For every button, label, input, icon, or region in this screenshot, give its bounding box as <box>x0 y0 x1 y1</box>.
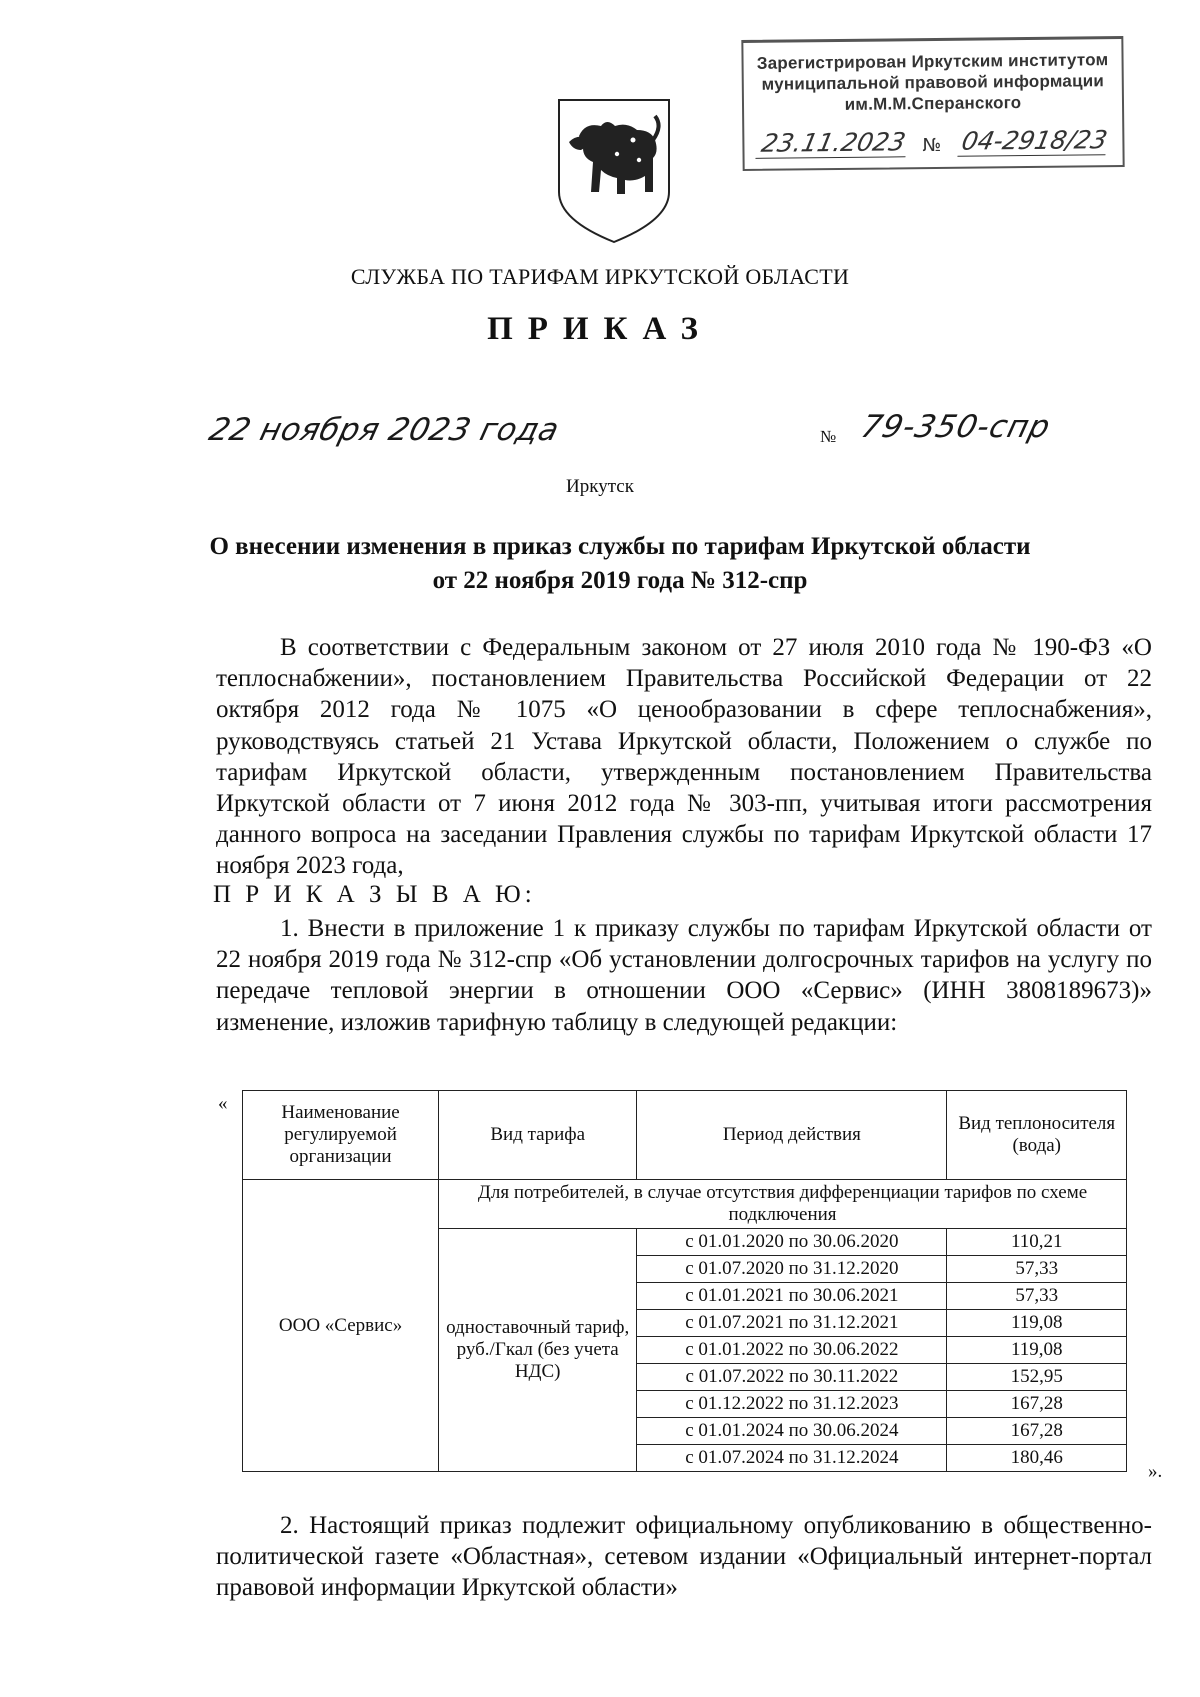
table-caption-row <box>243 1180 1127 1229</box>
cell-organization: ООО «Сервис» <box>243 1180 439 1472</box>
cell-period: с 01.07.2024 по 31.12.2024 <box>637 1445 947 1472</box>
cell-value: 119,08 <box>947 1310 1127 1337</box>
cell-period: с 01.01.2021 по 30.06.2021 <box>637 1283 947 1310</box>
stamp-line-1: Зарегистрирован Иркутским институтом <box>756 50 1109 73</box>
registration-stamp <box>741 36 1124 171</box>
cell-value: 119,08 <box>947 1337 1127 1364</box>
cell-tariff-kind: одноставочный тариф, руб./Гкал (без учета НДС) <box>439 1229 637 1472</box>
cell-period: с 01.01.2022 по 30.06.2022 <box>637 1337 947 1364</box>
cell-value: 152,95 <box>947 1364 1127 1391</box>
stamp-date: 23.11.2023 <box>755 127 911 159</box>
cell-value: 57,33 <box>947 1283 1127 1310</box>
order-word: П Р И К А З Ы В А Ю: <box>213 881 536 908</box>
header-carrier: Вид теплоносителя (вода) <box>947 1091 1127 1180</box>
cell-period: с 01.07.2021 по 31.12.2021 <box>637 1310 947 1337</box>
organization-name: СЛУЖБА ПО ТАРИФАМ ИРКУТСКОЙ ОБЛАСТИ <box>350 264 850 289</box>
cell-caption: Для потребителей, в случае отсутствия дифференциации тарифов по схеме подключения <box>439 1180 1127 1229</box>
cell-period: с 01.01.2020 по 30.06.2020 <box>637 1229 947 1256</box>
cell-value: 167,28 <box>947 1418 1127 1445</box>
item-2-paragraph: 2. Настоящий приказ подлежит официальному опубликованию в общественно-политической газете «Областная», сетевом издании «Официальный интернет-портал правовой информации Иркутской области» <box>216 1512 1152 1602</box>
cell-value: 180,46 <box>947 1445 1127 1472</box>
header-org: Наименование регулируемой организации <box>243 1091 439 1180</box>
cell-period: с 01.12.2022 по 31.12.2023 <box>637 1391 947 1418</box>
order-date: 22 ноября 2023 года <box>205 412 563 448</box>
cell-period: с 01.07.2022 по 30.11.2022 <box>637 1364 947 1391</box>
order-number: 79-350-спр <box>857 409 1055 445</box>
document-title <box>180 530 1060 598</box>
cell-value: 57,33 <box>947 1256 1127 1283</box>
document-type: ПРИКАЗ <box>487 311 713 347</box>
stamp-number: 04-2918/23 <box>959 125 1110 156</box>
city: Иркутск <box>566 476 634 497</box>
tariff-table <box>242 1090 1127 1472</box>
stamp-number-label: № <box>922 134 942 157</box>
header-period: Период действия <box>637 1091 947 1180</box>
item-1-paragraph: 1. Внести в приложение 1 к приказу службы по тарифам Иркутской области от 22 ноября 2019 года № 312-спр «Об установлении долгосрочных тарифов на услугу по передаче тепловой энергии в отношении ООО «Сервис» (ИНН 3808189673)» изменение, изложив тарифную таблицу в следующей редакции: <box>216 915 1152 1036</box>
preamble-paragraph: В соответствии с Федеральным законом от 27 июля 2010 года № 190-ФЗ «О теплоснабжении», постановлением Правительства Российской Федерации от 22 октября 2012 года № 1075 «О ценообразовании в сфере теплоснабжения», руководствуясь статьей 21 Устава Иркутской области, Положением о службе по тарифам Иркутской области, утвержденным постановлением Правительства Иркутской области от 7 июня 2012 года № 303-пп, учитывая итоги рассмотрения данного вопроса на заседании Правления службы по тарифам Иркутской области 17 ноября 2023 года, <box>216 634 1152 880</box>
title-line-1: О внесении изменения в приказ службы по тарифам Иркутской области <box>209 533 1031 560</box>
quote-open: « <box>218 1093 228 1114</box>
header-tariff-type: Вид тарифа <box>439 1091 637 1180</box>
quote-close: ». <box>1148 1461 1163 1482</box>
coat-of-arms-icon <box>555 96 673 246</box>
cell-period: с 01.07.2020 по 31.12.2020 <box>637 1256 947 1283</box>
cell-value: 110,21 <box>947 1229 1127 1256</box>
table-header-row <box>243 1091 1127 1180</box>
title-line-2: от 22 ноября 2019 года № 312-спр <box>432 567 808 594</box>
stamp-registration-row <box>744 125 1122 161</box>
cell-period: с 01.01.2024 по 30.06.2024 <box>637 1418 947 1445</box>
cell-value: 167,28 <box>947 1391 1127 1418</box>
stamp-line-2: муниципальной правовой информации <box>761 71 1105 94</box>
order-number-label: № <box>820 427 837 446</box>
stamp-line-3: им.М.М.Сперанского <box>844 93 1022 114</box>
